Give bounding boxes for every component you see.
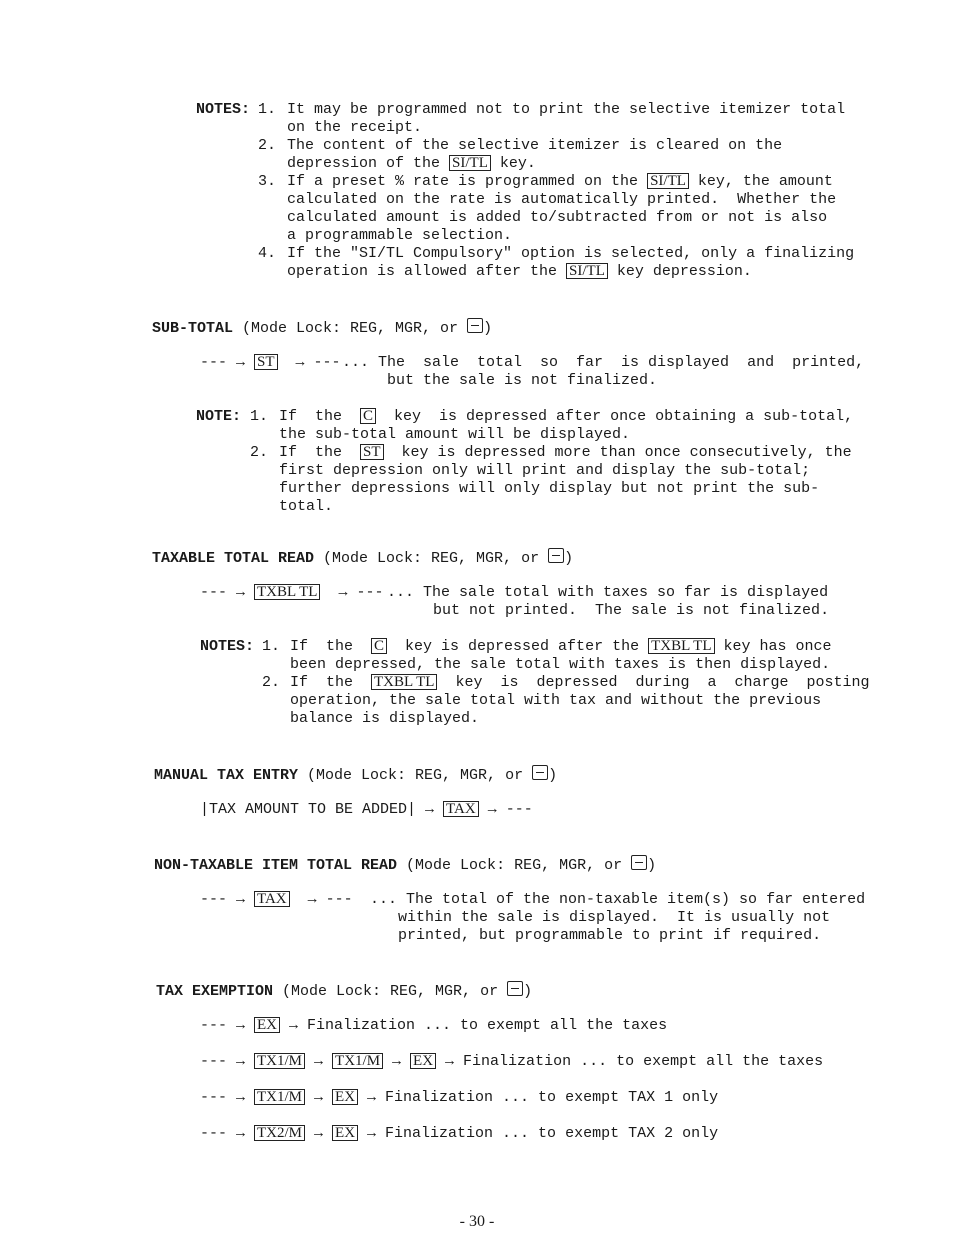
txbl-flow: --- → TXBL TL → --- bbox=[200, 584, 384, 601]
note-number: 3. bbox=[258, 173, 277, 190]
key-label: SI/TL bbox=[647, 173, 689, 189]
subtotal-desc: but the sale is not finalized. bbox=[387, 372, 658, 389]
nontax-heading: NON-TAXABLE ITEM TOTAL READ (Mode Lock: REG, MGR, or ) bbox=[154, 857, 657, 874]
note-text: The content of the selective itemizer is cleared on the bbox=[287, 137, 783, 154]
notes-label: NOTES: bbox=[200, 638, 255, 655]
note-text: It may be programmed not to print the selective itemizer total bbox=[287, 101, 846, 118]
key-label: ST bbox=[360, 444, 384, 460]
note-text: balance is displayed. bbox=[290, 710, 480, 727]
key-label: TXBL TL bbox=[254, 584, 320, 600]
minus-key-icon bbox=[467, 318, 483, 333]
txbl-desc: ... The sale total with taxes so far is displayed bbox=[387, 584, 829, 601]
note-number: 2. bbox=[258, 137, 277, 154]
txbl-desc: but not printed. The sale is not finalized. bbox=[433, 602, 830, 619]
key-label: TX1/M bbox=[332, 1053, 383, 1069]
note-number: 1. bbox=[258, 101, 277, 118]
subtotal-desc: ... The sale total so far is displayed and printed, bbox=[342, 354, 865, 371]
note-text: If the ST key is depressed more than once consecutively, the bbox=[279, 444, 852, 461]
note-text: If the TXBL TL key is depressed during a charge posting bbox=[290, 674, 870, 691]
note-number: 2. bbox=[250, 444, 269, 461]
exempt-heading: TAX EXEMPTION (Mode Lock: REG, MGR, or ) bbox=[156, 983, 533, 1000]
note-text: If the C key is depressed after the TXBL TL key has once bbox=[290, 638, 832, 655]
minus-key-icon bbox=[631, 855, 647, 870]
key-label: SI/TL bbox=[449, 155, 491, 171]
key-label: EX bbox=[332, 1125, 358, 1141]
note-text: the sub-total amount will be displayed. bbox=[279, 426, 631, 443]
exempt-flow: --- → TX2/M → EX → Finalization ... to exempt TAX 2 only bbox=[200, 1125, 719, 1142]
page-number: - 30 - bbox=[459, 1213, 495, 1230]
key-label: C bbox=[371, 638, 387, 654]
key-label: EX bbox=[254, 1017, 280, 1033]
key-label: TX1/M bbox=[254, 1089, 305, 1105]
note-text: total. bbox=[279, 498, 334, 515]
note-text: on the receipt. bbox=[287, 119, 423, 136]
subtotal-flow: --- → ST → --- bbox=[200, 354, 341, 371]
nontax-desc: within the sale is displayed. It is usually not bbox=[398, 909, 831, 926]
key-label: TX2/M bbox=[254, 1125, 305, 1141]
key-label: TXBL TL bbox=[648, 638, 714, 654]
note-number: 2. bbox=[262, 674, 281, 691]
key-label: ST bbox=[254, 354, 278, 370]
note-text: first depression only will print and display the sub-total; bbox=[279, 462, 811, 479]
key-label: EX bbox=[332, 1089, 358, 1105]
nontax-flow: --- → TAX → --- bbox=[200, 891, 353, 908]
note-number: 4. bbox=[258, 245, 277, 262]
note-text: If the "SI/TL Compulsory" option is selected, only a finalizing bbox=[287, 245, 855, 262]
key-label: C bbox=[360, 408, 376, 424]
manual-heading: MANUAL TAX ENTRY (Mode Lock: REG, MGR, or ) bbox=[154, 767, 558, 784]
note-text: been depressed, the sale total with taxes is then displayed. bbox=[290, 656, 831, 673]
key-label: TAX bbox=[254, 891, 290, 907]
key-label: SI/TL bbox=[566, 263, 608, 279]
minus-key-icon bbox=[548, 548, 564, 563]
note-text: calculated on the rate is automatically printed. Whether the bbox=[287, 191, 837, 208]
note-text: calculated amount is added to/subtracted from or not is also bbox=[287, 209, 828, 226]
key-label: EX bbox=[410, 1053, 436, 1069]
note-label: NOTE: bbox=[196, 408, 242, 425]
note-text: operation, the sale total with tax and without the previous bbox=[290, 692, 822, 709]
exempt-flow: --- → TX1/M → EX → Finalization ... to exempt TAX 1 only bbox=[200, 1089, 719, 1106]
note-text: further depressions will only display but not print the sub- bbox=[279, 480, 820, 497]
exempt-flow: --- → EX → Finalization ... to exempt all the taxes bbox=[200, 1017, 668, 1034]
note-number: 1. bbox=[250, 408, 269, 425]
note-text: If a preset % rate is programmed on the SI/TL key, the amount bbox=[287, 173, 833, 190]
exempt-flow: --- → TX1/M → TX1/M → EX → Finalization ... to exempt all the taxes bbox=[200, 1053, 824, 1070]
subtotal-heading: SUB-TOTAL (Mode Lock: REG, MGR, or ) bbox=[152, 320, 493, 337]
minus-key-icon bbox=[507, 981, 523, 996]
txbl-heading: TAXABLE TOTAL READ (Mode Lock: REG, MGR, or ) bbox=[152, 550, 574, 567]
manual-flow: |TAX AMOUNT TO BE ADDED| → TAX → --- bbox=[200, 801, 533, 818]
note-number: 1. bbox=[262, 638, 281, 655]
key-label: TX1/M bbox=[254, 1053, 305, 1069]
nontax-desc: ... The total of the non-taxable item(s) so far entered bbox=[370, 891, 866, 908]
notes-label: NOTES: bbox=[196, 101, 251, 118]
note-text: a programmable selection. bbox=[287, 227, 513, 244]
note-text: depression of the SI/TL key. bbox=[287, 155, 536, 172]
nontax-desc: printed, but programmable to print if required. bbox=[398, 927, 822, 944]
note-text: operation is allowed after the SI/TL key depression. bbox=[287, 263, 752, 280]
minus-key-icon bbox=[532, 765, 548, 780]
note-text: If the C key is depressed after once obtaining a sub-total, bbox=[279, 408, 854, 425]
key-label: TAX bbox=[443, 801, 479, 817]
key-label: TXBL TL bbox=[371, 674, 437, 690]
